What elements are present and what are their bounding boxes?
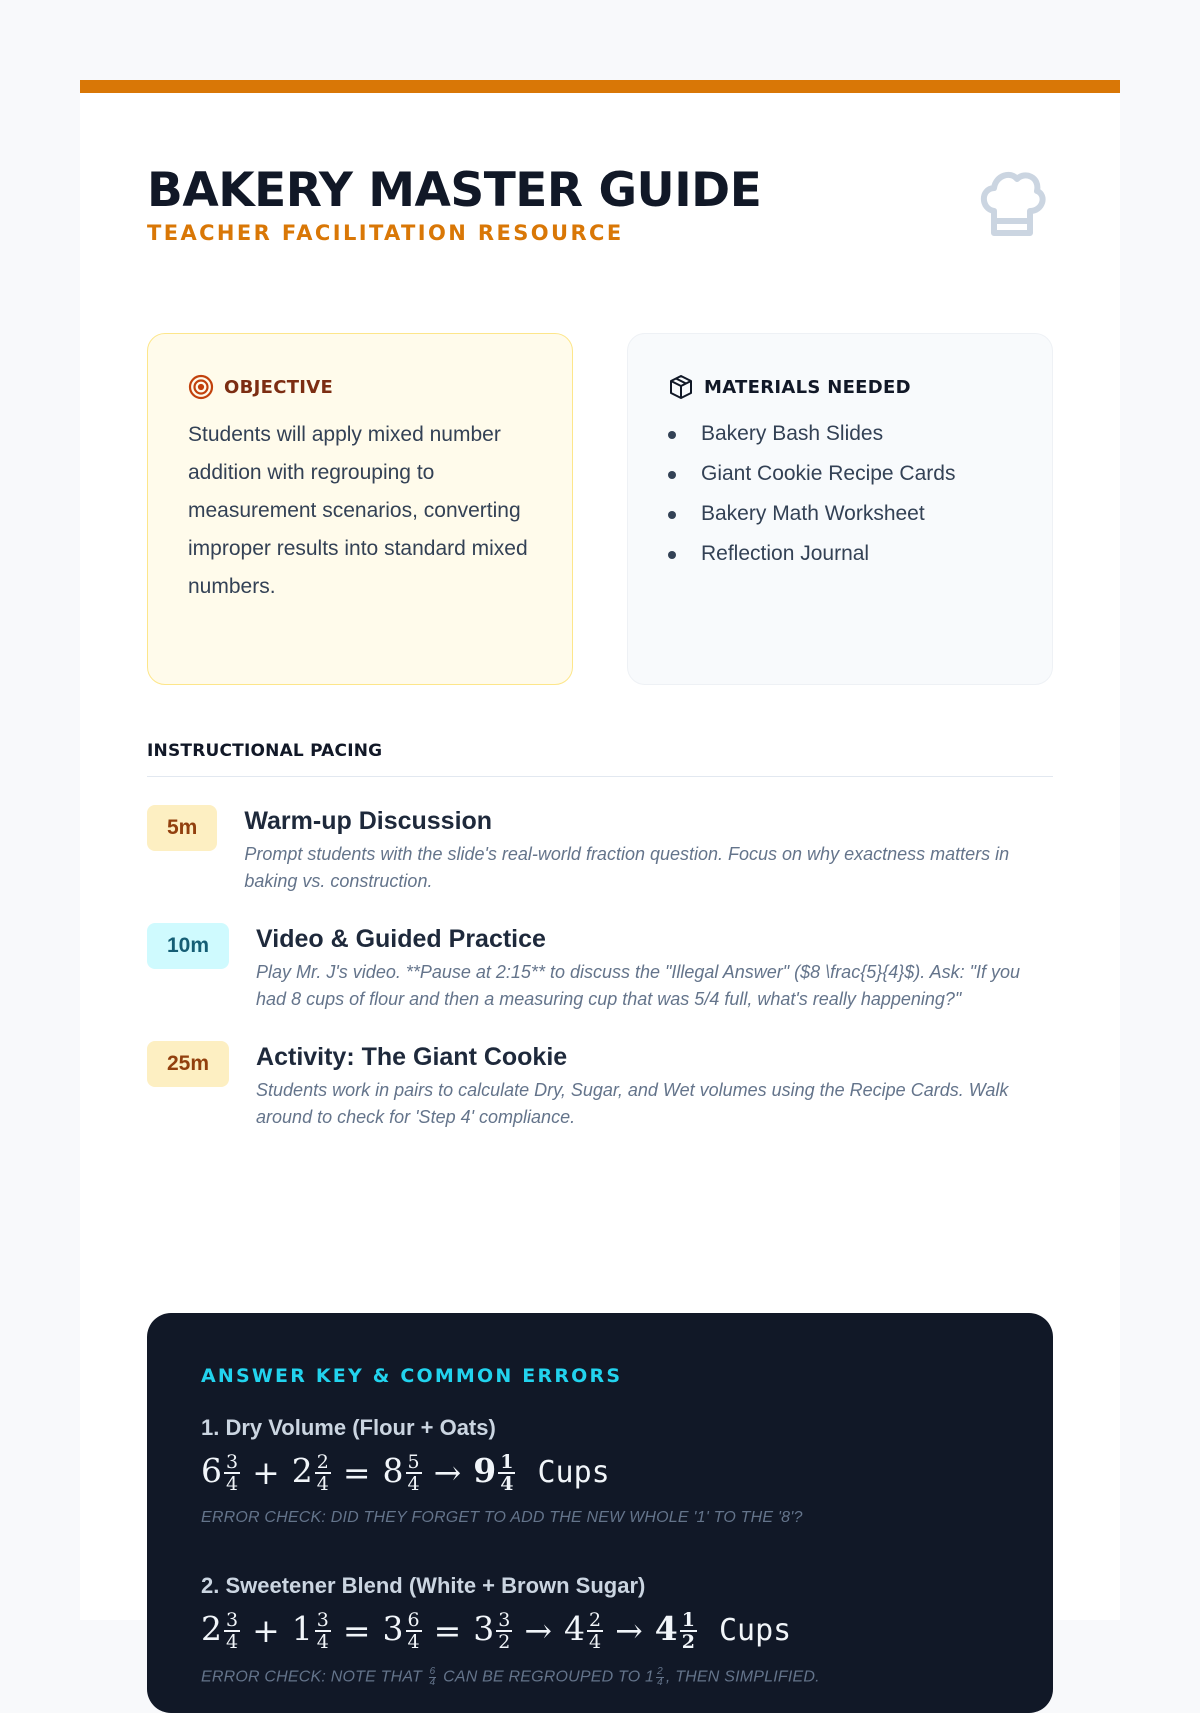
materials-item: Giant Cookie Recipe Cards: [668, 454, 1012, 494]
fraction-denominator: 4: [316, 1472, 329, 1495]
mixed-number: [473, 1609, 512, 1652]
whole-number: 9: [473, 1450, 497, 1490]
chef-hat-icon: [977, 167, 1047, 239]
fraction-numerator: 3: [498, 1608, 511, 1631]
error-check-note: [201, 1667, 999, 1688]
fraction-numerator: 6: [429, 1666, 436, 1677]
whole-number: 3: [382, 1608, 404, 1648]
fraction-numerator: 2: [657, 1666, 663, 1677]
pacing-item-desc: Students work in pairs to calculate Dry, Sugar, and Wet volumes using the Recipe Cards. Walk around to check for 'Step 4' compliance.: [256, 1080, 1009, 1127]
fraction: [315, 1610, 331, 1652]
equation-operator: =: [342, 1610, 371, 1650]
pacing-item-desc: Play Mr. J's video. **Pause at 2:15** to discuss the "Illegal Answer" ($8 \frac{5}{4}$). Ask: "If you had 8 cups of flour and then a measuring cup that was 5/4 full, what's really happening?": [256, 962, 1021, 1009]
materials-list: [668, 414, 1012, 574]
equation-operator: =: [433, 1610, 462, 1650]
whole-number: 6: [201, 1450, 222, 1490]
equation-operator: =: [342, 1452, 371, 1492]
whole-number: 8: [382, 1450, 404, 1490]
equation-operator: →: [524, 1610, 552, 1650]
equation: [201, 1447, 999, 1497]
time-badge: 5m: [147, 805, 217, 851]
objective-text: Students will apply mixed number addition with regrouping to measurement scenarios, converting improper results into standard mixed numbers.: [188, 423, 528, 598]
equation-operator: →: [615, 1610, 643, 1650]
fraction: [224, 1452, 240, 1494]
fraction-denominator: 2: [498, 1630, 511, 1653]
note-text: , THEN SIMPLIFIED.: [665, 1668, 820, 1686]
mixed-number: [383, 1609, 422, 1652]
time-badge: 10m: [147, 923, 229, 969]
fraction-numerator: 2: [589, 1608, 602, 1631]
fraction-denominator: 4: [316, 1630, 329, 1653]
materials-item: Bakery Bash Slides: [668, 414, 1012, 454]
guide-page: [80, 80, 1120, 1688]
mixed-number: [201, 1609, 240, 1652]
whole-number: 4: [564, 1608, 585, 1648]
pacing-item-title: Video & Guided Practice: [256, 925, 546, 953]
answer-heading: 1. Dry Volume (Flour + Oats): [201, 1415, 496, 1440]
whole-number: 3: [473, 1608, 495, 1648]
fraction: [496, 1610, 512, 1652]
fraction-denominator: 4: [429, 1677, 436, 1688]
fraction-denominator: 4: [407, 1472, 420, 1495]
note-fraction: [656, 1667, 664, 1688]
fraction: [587, 1610, 603, 1652]
note-fraction: [429, 1667, 437, 1688]
whole-number: 2: [291, 1450, 313, 1490]
mixed-number: [292, 1451, 331, 1494]
equation-operator: +: [252, 1610, 280, 1650]
note-text: CAN BE REGROUPED TO 1: [438, 1668, 655, 1686]
unit-label: Cups: [537, 1454, 610, 1490]
equation-operator: →: [433, 1452, 462, 1492]
fraction-numerator: 3: [226, 1608, 239, 1631]
fraction: [406, 1452, 422, 1494]
answer-key-title: ANSWER KEY & COMMON ERRORS: [201, 1365, 623, 1387]
whole-number: 4: [654, 1608, 678, 1648]
pacing-item-desc: Prompt students with the slide's real-world fraction question. Focus on why exactness matters in baking vs. construction.: [244, 844, 1010, 891]
pacing-item: [147, 805, 1053, 895]
target-icon: [188, 374, 214, 400]
equation: [201, 1605, 999, 1655]
fraction-numerator: 3: [316, 1608, 329, 1631]
fraction-denominator: 4: [226, 1472, 239, 1495]
fraction: [224, 1610, 240, 1652]
mixed-number: [473, 1451, 515, 1494]
fraction-denominator: 4: [407, 1630, 420, 1653]
answer-heading: 2. Sweetener Blend (White + Brown Sugar): [201, 1573, 646, 1598]
answer-key-panel: [147, 1313, 1053, 1713]
time-badge: 25m: [147, 1041, 229, 1087]
mixed-number: [383, 1451, 422, 1494]
fraction-denominator: 4: [657, 1677, 663, 1688]
pacing-item-title: Warm-up Discussion: [244, 807, 493, 835]
fraction-denominator: 4: [589, 1630, 602, 1653]
fraction-denominator: 2: [681, 1630, 695, 1653]
pacing-item-title: Activity: The Giant Cookie: [256, 1043, 568, 1071]
error-check-note: ERROR CHECK: DID THEY FORGET TO ADD THE NEW WHOLE '1' TO THE '8'?: [201, 1509, 803, 1526]
fraction-numerator: 6: [407, 1608, 420, 1631]
mixed-number: [564, 1609, 603, 1652]
answer-item: [201, 1573, 999, 1688]
fraction-denominator: 4: [500, 1472, 514, 1495]
pacing-item: [147, 923, 1053, 1013]
fraction: [406, 1610, 422, 1652]
header: [147, 165, 1053, 265]
fraction-numerator: 2: [316, 1450, 329, 1473]
pacing-section: [147, 741, 1053, 1131]
fraction-numerator: 3: [226, 1450, 239, 1473]
answer-item: [201, 1415, 999, 1527]
fraction: [498, 1452, 515, 1494]
whole-number: 1: [291, 1608, 313, 1648]
fraction-numerator: 5: [407, 1450, 420, 1473]
materials-item: Bakery Math Worksheet: [668, 494, 1012, 534]
objective-label: OBJECTIVE: [224, 376, 334, 398]
mixed-number: [655, 1609, 697, 1652]
mixed-number: [292, 1609, 331, 1652]
materials-item: Reflection Journal: [668, 534, 1012, 574]
fraction-numerator: 1: [500, 1450, 514, 1473]
page-title: BAKERY MASTER GUIDE: [147, 163, 762, 218]
pacing-item: [147, 1041, 1053, 1131]
materials-label: MATERIALS NEEDED: [704, 376, 911, 398]
fraction-numerator: 1: [681, 1608, 695, 1631]
fraction: [680, 1610, 697, 1652]
fraction: [315, 1452, 331, 1494]
unit-label: Cups: [718, 1612, 792, 1648]
fraction-denominator: 4: [226, 1630, 239, 1653]
materials-card: [627, 333, 1053, 685]
box-icon: [668, 374, 694, 400]
mixed-number: [201, 1451, 240, 1494]
whole-number: 2: [201, 1608, 222, 1648]
pacing-title: INSTRUCTIONAL PACING: [147, 741, 1053, 777]
page-subtitle: TEACHER FACILITATION RESOURCE: [147, 221, 624, 245]
note-text: ERROR CHECK: NOTE THAT: [201, 1668, 427, 1686]
equation-operator: +: [252, 1452, 280, 1492]
objective-card: [147, 333, 573, 685]
